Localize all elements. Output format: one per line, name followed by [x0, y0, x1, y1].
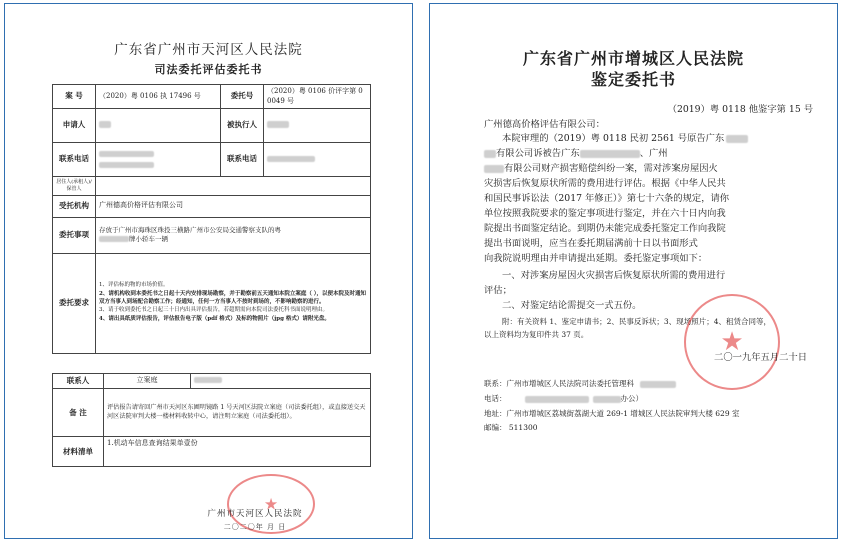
- phone-label: 联系电话: [53, 143, 96, 177]
- body-line: 向我院说明理由并申请提出延期。委托鉴定事项如下：: [484, 253, 708, 264]
- redacted-block: [99, 236, 129, 242]
- applicant-label: 申请人: [53, 109, 96, 143]
- note-value: 评估报告请寄回广州市天河区东圃明镜路 1 号天河区法院立案庭（司法委托组），或直接送交天河区法院审判大楼一楼材料收转中心，请注明立案庭（司法委托组）。: [104, 389, 371, 437]
- left-footer-court: 广州市天河区人民法院: [207, 509, 303, 519]
- redacted-block: [194, 377, 222, 383]
- residence-label: 居住人(承租人)/保管人: [53, 177, 96, 196]
- left-entrustment-document: [4, 3, 413, 539]
- phone-value: [96, 143, 221, 177]
- redacted-block: [99, 162, 154, 168]
- body-text: 有限公司财产损害赔偿纠纷一案，需对涉案房屋因火: [504, 163, 718, 174]
- recipient: 广州德高价格评估有限公司：: [484, 119, 605, 130]
- agency-label: 受托机构: [53, 195, 96, 217]
- contact-text: 联系：广州市增城区人民法院司法委托管理科: [484, 379, 634, 388]
- court-seal: ★: [684, 294, 780, 390]
- left-document-title: 司法委托评估委托书: [154, 63, 263, 76]
- attachments-line: 附：有关资料 1、鉴定申请书；2、民事反诉状；3、现场照片；4、租赁合同等，: [502, 317, 771, 326]
- right-case-number: （2019）粤 0118 他鉴字第 15 号: [667, 104, 813, 115]
- body-line: 单位按照我院要求的鉴定事项进行鉴定，并在六十日内向我: [484, 208, 726, 219]
- redacted-block: [640, 381, 676, 388]
- contact-line: [484, 378, 676, 390]
- body-line: 灾损害后恢复原状所需的费用进行评估。根据《中华人民共: [484, 178, 726, 189]
- body-text: 有限公司诉被告广东: [496, 148, 580, 159]
- phone-text: 电话：: [484, 394, 507, 403]
- phone-line: [484, 393, 643, 405]
- materials-value: 1.机动车信息查询结果单壹份: [104, 437, 371, 467]
- redacted-block: [99, 121, 111, 128]
- office-text: 办公）: [620, 394, 643, 403]
- redacted-block: [525, 396, 589, 403]
- entrust-number-value: （2020）粤 0106 价评字第 0 0049 号: [264, 85, 371, 109]
- redacted-block: [484, 150, 496, 158]
- case-number-label: 案 号: [53, 85, 96, 109]
- right-court-name: 广东省广州市增城区人民法院: [522, 49, 744, 68]
- redacted-block: [267, 121, 289, 128]
- residence-value: [96, 177, 371, 196]
- left-contact-table: [52, 373, 371, 467]
- requirements-label: 委托要求: [53, 253, 96, 353]
- body-text: 、广州: [639, 148, 668, 159]
- body-line: 提出书面说明，应当在委托期届满前十日以书面形式: [484, 238, 698, 249]
- item-1-line: 一、对涉案房屋因火灾损害后恢复原状所需的费用进行: [502, 270, 726, 281]
- redacted-block: [580, 150, 640, 158]
- body-line: [502, 131, 748, 147]
- right-date: 二〇一九年五月二十日: [714, 352, 807, 363]
- contact-value: 立案庭: [104, 374, 191, 389]
- redacted-block: [99, 151, 154, 157]
- court-seal: ★: [227, 474, 315, 534]
- left-info-table: [52, 84, 371, 354]
- entrust-number-label: 委托号: [221, 85, 264, 109]
- object-label: 委托事项: [53, 217, 96, 253]
- phone-label-2: 联系电话: [221, 143, 264, 177]
- respondent-label: 被执行人: [221, 109, 264, 143]
- object-text-2: 牌小轿车一辆: [129, 235, 168, 243]
- body-line: 院提出书面鉴定结论。到期仍未能完成委托鉴定工作向我院: [484, 223, 726, 234]
- item-1-line: 评估；: [484, 285, 512, 296]
- body-text: 本院审理的（2019）粤 0118 民初 2561 号原告广东: [502, 133, 725, 144]
- redacted-block: [484, 165, 504, 173]
- requirement-item: 1、评估标的物的市场价值。: [99, 281, 169, 288]
- note-label: 备 注: [53, 389, 104, 437]
- body-line: 和国民事诉讼法（2017 年修正）》第七十六条的规定，请你: [484, 193, 730, 204]
- agency-value: 广州德高价格评估有限公司: [96, 195, 371, 217]
- requirement-item: 4、请出具纸质评估报告，评估报告电子版（pdf 格式）及标的物照片（jpg 格式）请附光盘。: [99, 316, 330, 323]
- item-2-line: 二、对鉴定结论需提交一式五份。: [502, 300, 642, 311]
- object-text-1: 存放于广州市海珠区珠投三横路广州市公安局交通警察支队的粤: [99, 226, 281, 235]
- contact-phone: [191, 374, 371, 389]
- right-document-title: 鉴定委托书: [590, 70, 676, 89]
- left-court-name: 广东省广州市天河区人民法院: [114, 42, 303, 58]
- object-value: [96, 217, 371, 253]
- redacted-block: [726, 135, 748, 143]
- applicant-value: [96, 109, 221, 143]
- postcode-line: 邮编： 511300: [484, 423, 538, 432]
- requirements-value: [96, 253, 371, 353]
- left-footer-date: 二〇二〇年 月 日: [223, 523, 287, 531]
- body-line: [484, 161, 718, 177]
- materials-label: 材料清单: [53, 437, 104, 467]
- requirement-item: 2、请机构收到本委托书之日起十天内安排现场勘察，并于勘察前五天通知本院立案庭（ ），以便本院及时通知双方当事人到场配合勘察工作；经通知，任何一方当事人不按时到场的，不影响勘察的进行。: [99, 290, 366, 305]
- body-line: [484, 146, 668, 162]
- requirement-item: 3、请于收到委托书之日起三十日内出具评估报告，若超期需向本院司法委托科书面说明理由。: [99, 307, 329, 314]
- phone-value-2: [264, 143, 371, 177]
- contact-label: 联系人: [53, 374, 104, 389]
- address-line: 地址：广州市增城区荔城街荔湖大道 269-1 增城区人民法院审判大楼 629 室: [484, 409, 740, 418]
- case-number-value: （2020）粤 0106 执 17496 号: [96, 85, 221, 109]
- right-appraisal-document: [429, 3, 838, 539]
- redacted-block: [267, 156, 315, 162]
- attachments-line: 以上资料均为复印件共 37 页。: [484, 330, 589, 339]
- redacted-block: [593, 396, 621, 403]
- respondent-value: [264, 109, 371, 143]
